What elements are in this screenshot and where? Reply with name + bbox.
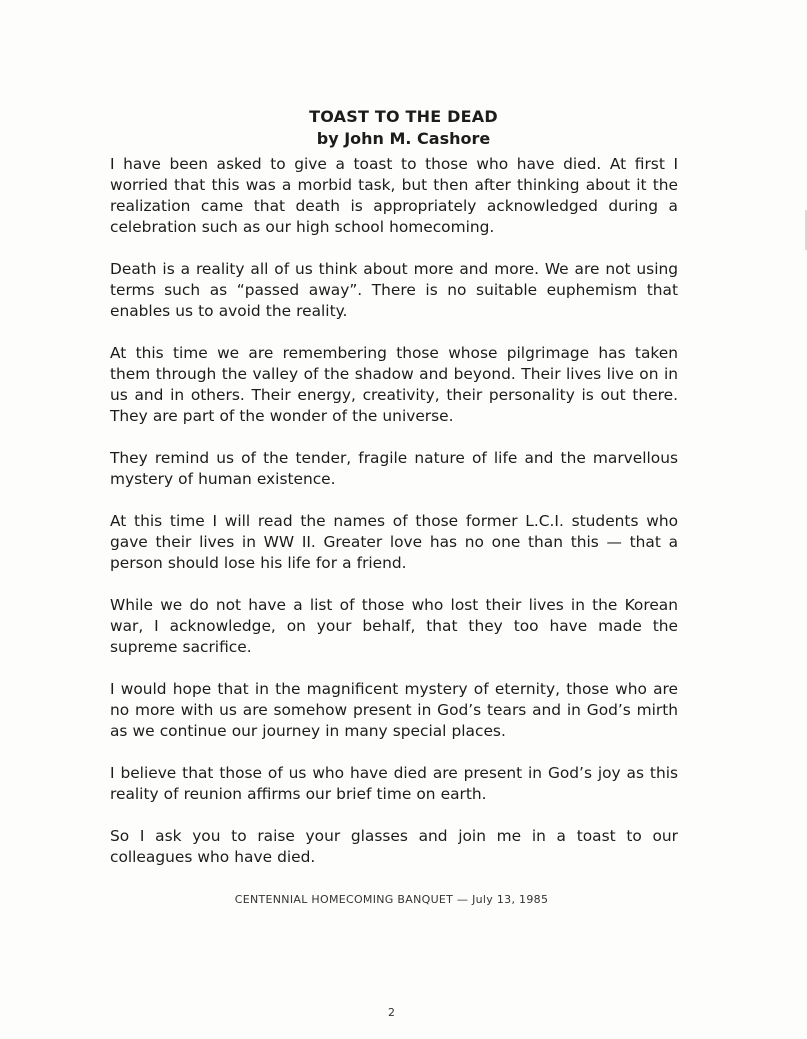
paragraph-3: At this time we are remembering those whose pilgrimage has taken them through the valley of the shadow and beyond. Their lives live on in us and in others. Their energy, creativity, their personality is out there. They are part of the wonder of the universe. (110, 344, 678, 425)
paragraph-8: I believe that those of us who have died are present in God’s joy as this reality of reunion affirms our brief time on earth. (110, 764, 678, 803)
paragraph-6: While we do not have a list of those who lost their lives in the Korean war, I acknowledge, on your behalf, that they too have made the supreme sacrifice. (110, 596, 678, 656)
paragraph-9: So I ask you to raise your glasses and join me in a toast to our colleagues who have died. (110, 827, 678, 866)
paragraph-2: Death is a reality all of us think about more and more. We are not using terms such as “passed away”. There is no suitable euphemism that enables us to avoid the reality. (110, 260, 678, 320)
page-number: 2 (388, 1006, 395, 1019)
document-body (110, 154, 678, 889)
paragraph-4: They remind us of the tender, fragile nature of life and the marvellous mystery of human existence. (110, 449, 678, 488)
event-footer: CENTENNIAL HOMECOMING BANQUET — July 13, 1985 (234, 893, 549, 906)
paragraph-5: At this time I will read the names of those former L.C.I. students who gave their lives in WW II. Greater love has no one than this — that a person should lose his life for a friend. (110, 512, 678, 572)
document-byline: by John M. Cashore (316, 129, 491, 148)
paragraph-1: I have been asked to give a toast to those who have died. At first I worried that this was a morbid task, but then after thinking about it the realization came that death is appropriately acknowledged during a celebration such as our high school homecoming. (110, 155, 678, 236)
document-title: TOAST TO THE DEAD (309, 107, 498, 126)
paragraph-7: I would hope that in the magnificent mystery of eternity, those who are no more with us are somehow present in God’s tears and in God’s mirth as we continue our journey in many special places. (110, 680, 678, 740)
